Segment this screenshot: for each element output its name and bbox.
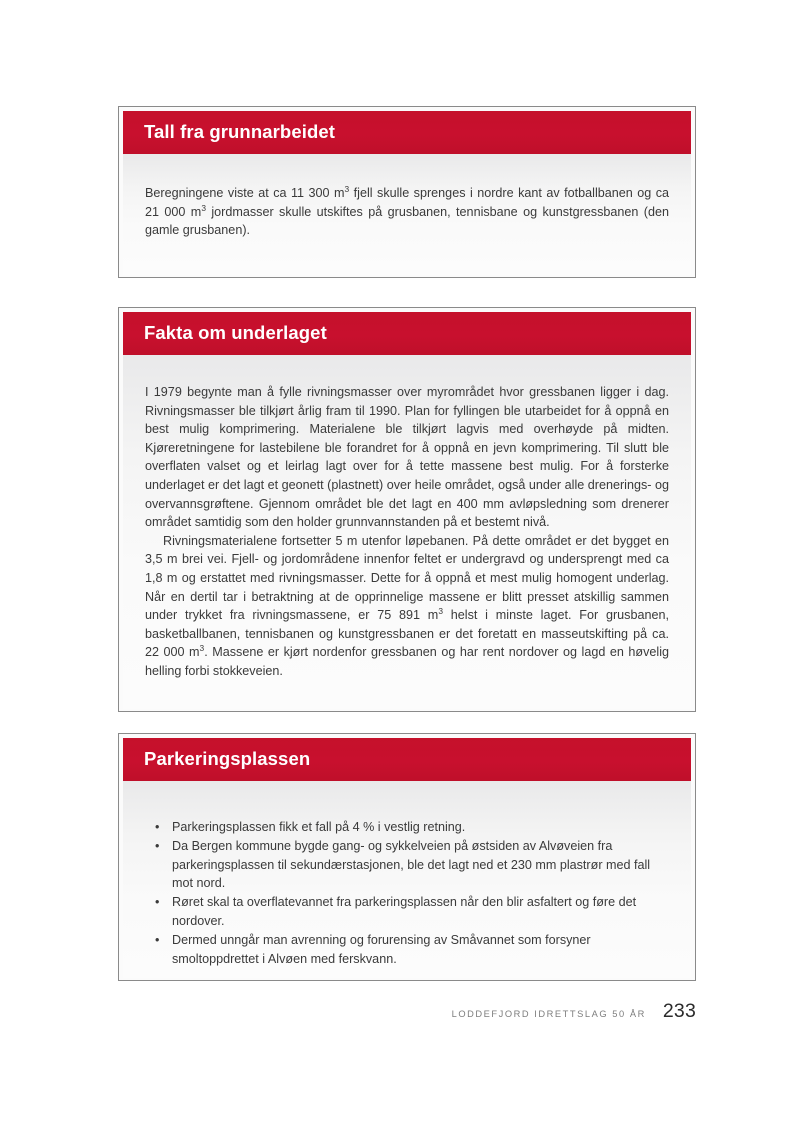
list-item: • Parkeringsplassen fikk et fall på 4 % i vestlig retning. — [145, 818, 669, 837]
info-box-header — [123, 312, 691, 355]
paragraph: Rivningsmaterialene fortsetter 5 m utenfor løpebanen. På dette området er det bygget en 3,5 m brei vei. Fjell- og jordområdene innenfor feltet er undergravd og undersprengt med ca 1,8 m og erstattet med rivningsmasser. Dette for å oppnå et mest mulig homogent underlag. Når en dertil tar i betraktning at de opprinnelige massene er blitt presset atskillig sammen under trykket fra rivningsmassene, er 75 891 $m^3$ helst i minste laget. For grusbanen, basketballbanen, tennisbanen og kunstgressbanen er det foretatt en masseutskifting på ca. 22 000 $m^3$. Massene er kjørt nordenfor gressbanen og har rent nordover og lagd en høvelig helling forbi stokkeveien. — [145, 533, 669, 678]
list-item: • Da Bergen kommune bygde gang- og sykkelveien på østsiden av Alvøveien fra parkeringsplassen til sekundærstasjonen, ble det lagt ned et 230 mm plastrør med fall mot nord. — [145, 837, 669, 893]
cubic-unit-exponent: 3 — [438, 605, 443, 616]
cubic-unit-exponent: 3 — [201, 202, 206, 213]
info-box-title: Tall fra grunnarbeidet — [144, 121, 335, 143]
info-box-header — [123, 738, 691, 781]
info-box-body — [123, 355, 691, 709]
page-footer — [118, 1000, 696, 1023]
info-box-body — [123, 154, 691, 275]
info-box-parkeringsplassen — [118, 733, 696, 981]
page-number: 233 — [662, 1000, 696, 1022]
info-box-fakta-om-underlaget — [118, 307, 696, 712]
bullet-list — [145, 818, 669, 968]
paragraph: Beregningene viste at ca 11 300 $m^3$ fjell skulle sprenges i nordre kant av fotballbanen og ca 21 000 $m^3$ jordmasser skulle utskiftes på grusbanen, tennisbane og kunstgressbanen (den gamle grusbanen). — [145, 183, 669, 238]
info-box-title: Fakta om underlaget — [144, 322, 327, 344]
info-box-body — [123, 781, 691, 978]
cubic-unit-exponent: 3 — [199, 643, 205, 654]
paragraph: I 1979 begynte man å fylle rivningsmasser over myrområdet hvor gressbanen ligger i dag. Rivningsmasser ble tilkjørt årlig fram til 1990. Plan for fyllingen ble utarbeidet for å oppnå en best mulig komprimering. Materialene ble tilkjørt lagvis med overhøyde på midten. Kjøreretningene for lastebilene ble forandret for å oppnå en jevn komprimering. Til slutt ble overflaten valset og et leirlag lagt over for å tette massene best mulig. For å forsterke underlaget er det lagt et geonett (plastnett) over heile området, også under alle drenerings- og overvannsgrøftene. Gjennom området ble det lagt en 400 mm avløpsledning som drenerer området samtidig som den holder grunnvannstanden på et bestemt nivå. — [145, 385, 669, 530]
info-box-title: Parkeringsplassen — [144, 748, 311, 770]
list-item: • Røret skal ta overflatevannet fra parkeringsplassen når den blir asfaltert og føre det nordover. — [145, 893, 669, 930]
info-box-tall-fra-grunnarbeidet — [118, 106, 696, 278]
cubic-unit-exponent: 3 — [344, 183, 350, 194]
list-item: • Dermed unngår man avrenning og forurensing av Småvannet som forsyner smoltoppdrettet i Alvøen med ferskvann. — [145, 931, 669, 968]
footer-book-title: LODDEFJORD IDRETTSLAG 50 ÅR — [451, 1009, 646, 1019]
info-box-header — [123, 111, 691, 154]
